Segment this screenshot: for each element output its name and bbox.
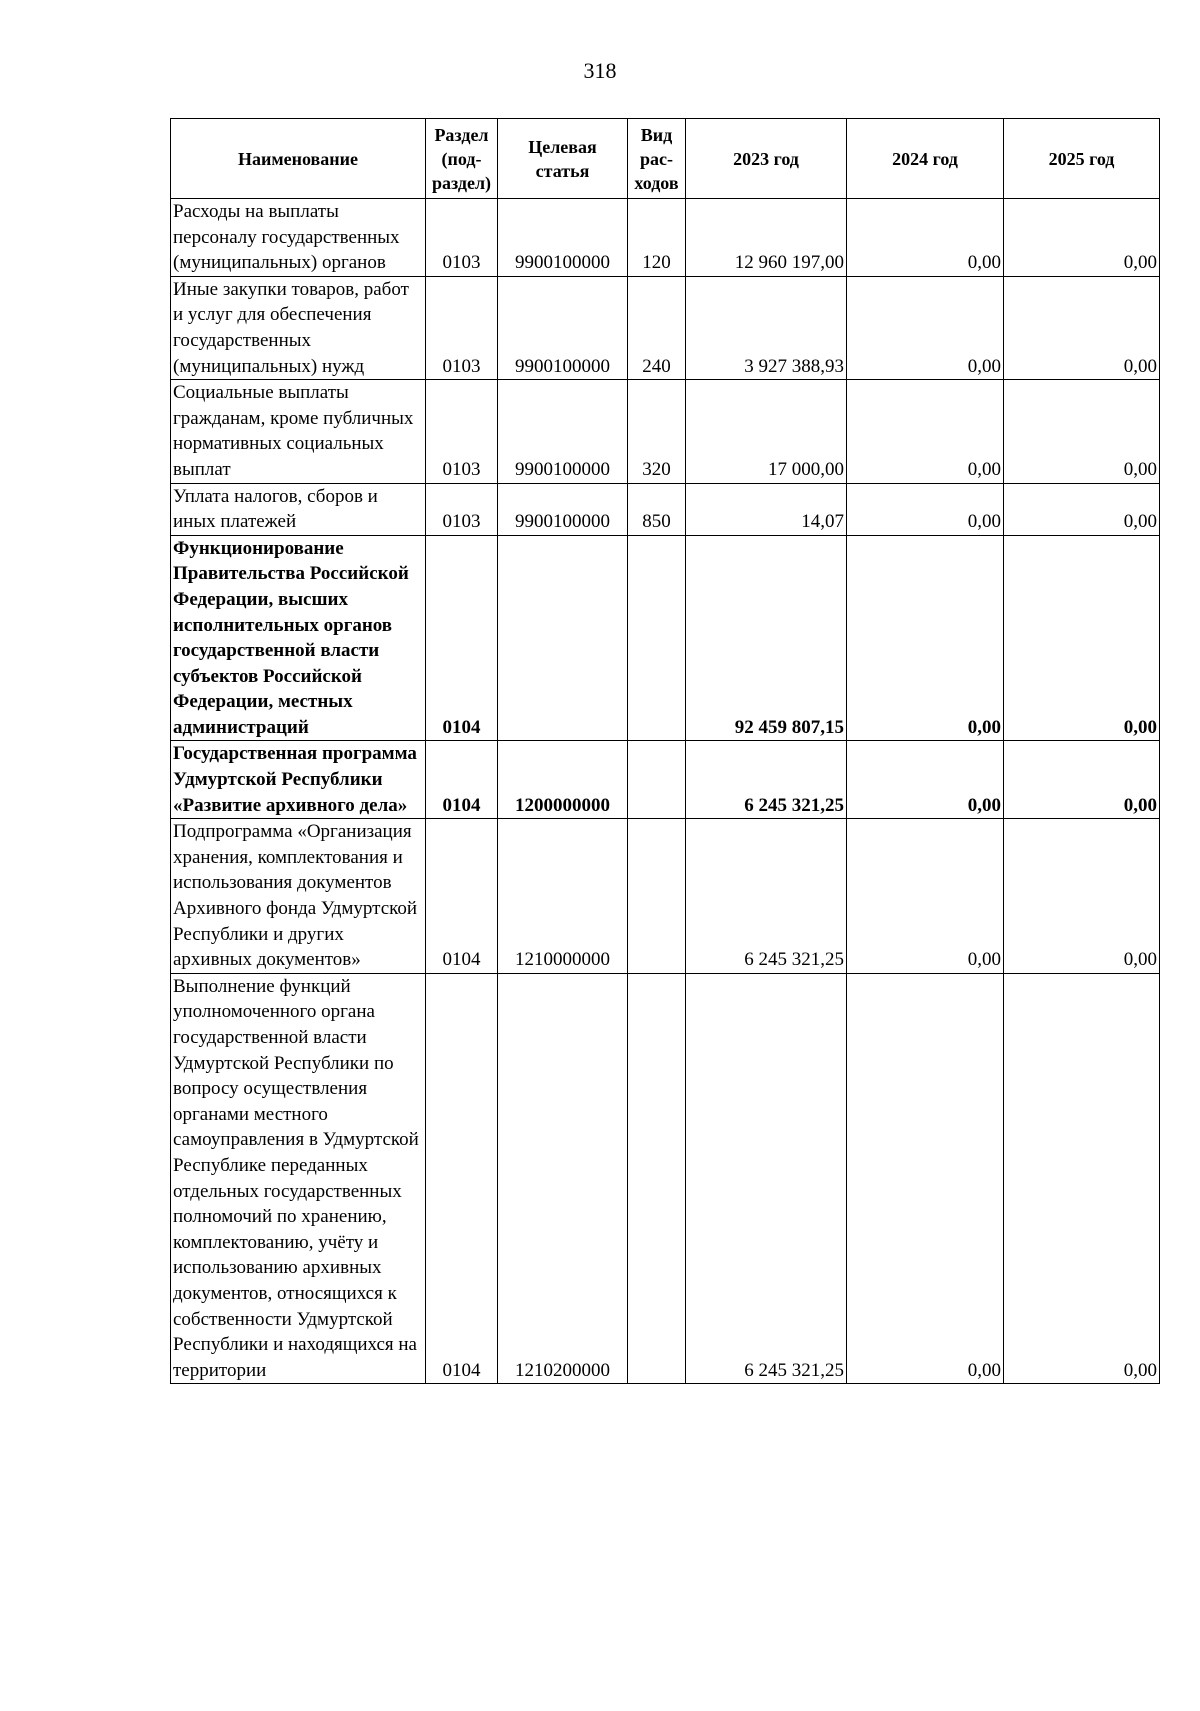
cell-2024: 0,00 — [847, 535, 1004, 741]
cell-name: Расходы на выплаты персоналу государственных (муниципальных) органов — [171, 199, 426, 277]
cell-section: 0103 — [426, 483, 498, 535]
cell-target — [498, 535, 628, 741]
budget-table — [170, 118, 1160, 1384]
header-section: Раздел(под-раздел) — [426, 119, 498, 199]
cell-2024: 0,00 — [847, 973, 1004, 1384]
cell-2023: 17 000,00 — [686, 380, 847, 483]
cell-expense-type: 120 — [628, 199, 686, 277]
cell-section: 0103 — [426, 276, 498, 379]
cell-target: 9900100000 — [498, 276, 628, 379]
table-row — [171, 483, 1160, 535]
cell-expense-type: 320 — [628, 380, 686, 483]
cell-section: 0104 — [426, 819, 498, 974]
cell-target: 9900100000 — [498, 483, 628, 535]
cell-2024: 0,00 — [847, 483, 1004, 535]
cell-expense-type — [628, 741, 686, 819]
table-row — [171, 819, 1160, 974]
cell-2025: 0,00 — [1004, 741, 1160, 819]
cell-2025: 0,00 — [1004, 973, 1160, 1384]
cell-2023: 6 245 321,25 — [686, 819, 847, 974]
table-row — [171, 380, 1160, 483]
cell-2024: 0,00 — [847, 199, 1004, 277]
cell-name: Государственная программа Удмуртской Республики «Развитие архивного дела» — [171, 741, 426, 819]
cell-2024: 0,00 — [847, 741, 1004, 819]
cell-expense-type: 240 — [628, 276, 686, 379]
cell-name: Социальные выплаты гражданам, кроме публичных нормативных социальных выплат — [171, 380, 426, 483]
cell-2024: 0,00 — [847, 819, 1004, 974]
cell-target: 9900100000 — [498, 199, 628, 277]
cell-2023: 6 245 321,25 — [686, 741, 847, 819]
cell-2023: 14,07 — [686, 483, 847, 535]
cell-2023: 6 245 321,25 — [686, 973, 847, 1384]
cell-2023: 3 927 388,93 — [686, 276, 847, 379]
cell-2024: 0,00 — [847, 276, 1004, 379]
cell-expense-type — [628, 973, 686, 1384]
cell-2023: 92 459 807,15 — [686, 535, 847, 741]
cell-2025: 0,00 — [1004, 819, 1160, 974]
cell-name: Иные закупки товаров, работ и услуг для обеспечения государственных (муниципальных) нужд — [171, 276, 426, 379]
table-row — [171, 973, 1160, 1384]
header-2023: 2023 год — [686, 119, 847, 199]
cell-expense-type: 850 — [628, 483, 686, 535]
cell-2025: 0,00 — [1004, 380, 1160, 483]
cell-expense-type — [628, 535, 686, 741]
cell-2024: 0,00 — [847, 380, 1004, 483]
cell-section: 0103 — [426, 380, 498, 483]
cell-target: 1200000000 — [498, 741, 628, 819]
cell-name: Выполнение функций уполномоченного органа государственной власти Удмуртской Республики по вопросу осуществления органами местного самоуправления в Удмуртской Республике переданных отдельных государственных полномочий по хранению, комплектованию, учёту и использованию архивных документов, относящихся к собственности Удмуртской Республики и находящихся на территории — [171, 973, 426, 1384]
cell-2025: 0,00 — [1004, 535, 1160, 741]
cell-2025: 0,00 — [1004, 276, 1160, 379]
cell-2025: 0,00 — [1004, 199, 1160, 277]
cell-name: Уплата налогов, сборов и иных платежей — [171, 483, 426, 535]
table-row-program-total — [171, 741, 1160, 819]
cell-section: 0103 — [426, 199, 498, 277]
table-row-section-total — [171, 535, 1160, 741]
cell-section: 0104 — [426, 535, 498, 741]
cell-expense-type — [628, 819, 686, 974]
cell-target: 1210200000 — [498, 973, 628, 1384]
header-row — [171, 119, 1160, 199]
table-row — [171, 276, 1160, 379]
cell-section: 0104 — [426, 973, 498, 1384]
table-row — [171, 199, 1160, 277]
cell-2025: 0,00 — [1004, 483, 1160, 535]
header-expense-type: Видрас-ходов — [628, 119, 686, 199]
cell-2023: 12 960 197,00 — [686, 199, 847, 277]
header-name: Наименование — [171, 119, 426, 199]
cell-section: 0104 — [426, 741, 498, 819]
cell-name: Функционирование Правительства Российской Федерации, высших исполнительных органов государственной власти субъектов Российской Федерации, местных администраций — [171, 535, 426, 741]
header-target: Целеваястатья — [498, 119, 628, 199]
header-2025: 2025 год — [1004, 119, 1160, 199]
cell-target: 1210000000 — [498, 819, 628, 974]
header-2024: 2024 год — [847, 119, 1004, 199]
page-number: 318 — [583, 58, 617, 83]
cell-target: 9900100000 — [498, 380, 628, 483]
cell-name: Подпрограмма «Организация хранения, комплектования и использования документов Архивного фонда Удмуртской Республики и других архивных документов» — [171, 819, 426, 974]
